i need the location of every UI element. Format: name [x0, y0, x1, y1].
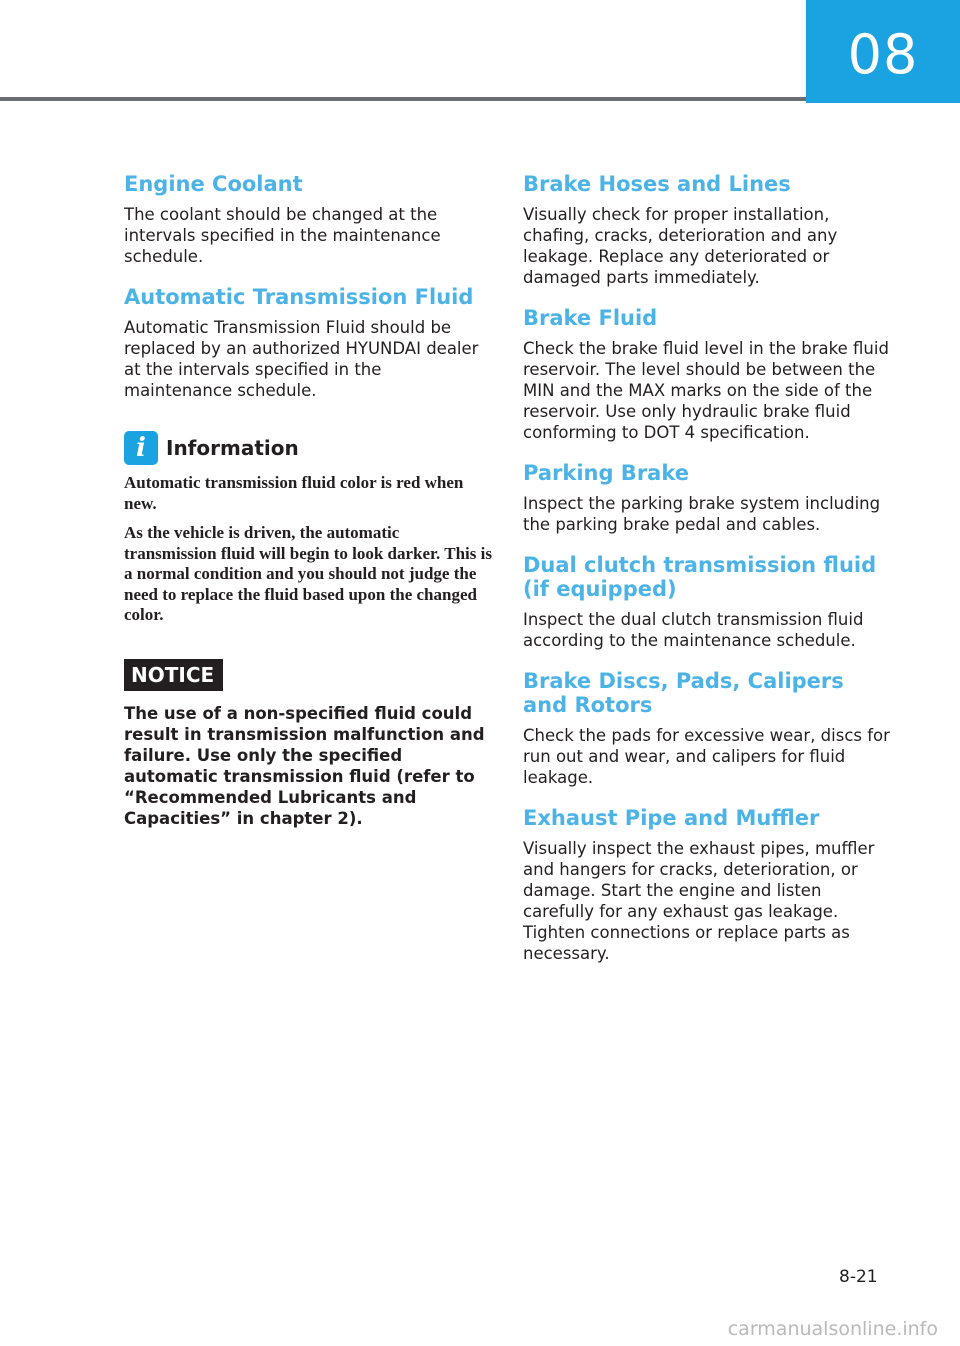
header-rule — [0, 97, 806, 101]
section-text-engine-coolant: The coolant should be changed at the intervals specified in the maintenance schedule. — [124, 205, 441, 266]
section-text-brake-hoses: Visually check for proper installation, chafing, cracks, deterioration and any leakage. Replace any deteriorated or damaged parts immediately. — [523, 205, 838, 287]
right-column — [523, 172, 895, 982]
section-heading-dual-clutch-fluid: Dual clutch transmission fluid (if equipped) — [523, 553, 877, 601]
section-heading-parking-brake: Parking Brake — [523, 461, 689, 485]
notice-text: The use of a non-specified fluid could result in transmission malfunction and failure. Use only the specified automatic transmission fluid (refer to “Recommended Lubricants and Capacities” in chapter 2). — [124, 703, 485, 828]
chapter-number: 08 — [847, 23, 919, 86]
page-number: 8-21 — [839, 1267, 878, 1287]
section-text-dual-clutch-fluid: Inspect the dual clutch transmission fluid according to the maintenance schedule. — [523, 610, 864, 650]
section-text-parking-brake: Inspect the parking brake system including the parking brake pedal and cables. — [523, 494, 881, 534]
section-heading-brake-fluid: Brake Fluid — [523, 306, 658, 330]
notice-badge: NOTICE — [124, 659, 223, 691]
information-paragraph: Automatic transmission fluid color is red when new. — [124, 473, 464, 513]
section-text-automatic-transmission-fluid: Automatic Transmission Fluid should be replaced by an authorized HYUNDAI dealer at the intervals specified in the maintenance schedule. — [124, 318, 479, 400]
watermark: carmanualsonline.info — [727, 1318, 938, 1340]
chapter-tab — [806, 0, 960, 103]
section-heading-exhaust-pipe: Exhaust Pipe and Muffler — [523, 806, 820, 830]
section-heading-brake-discs: Brake Discs, Pads, Calipers and Rotors — [523, 669, 844, 717]
information-paragraph: As the vehicle is driven, the automatic transmission fluid will begin to look darker. This is a normal condition and you should not judge the need to replace the fluid based upon the changed color. — [124, 523, 492, 624]
section-text-brake-discs: Check the pads for excessive wear, discs for run out and wear, and calipers for fluid leakage. — [523, 726, 890, 787]
section-heading-brake-hoses: Brake Hoses and Lines — [523, 172, 791, 196]
left-column — [124, 172, 492, 829]
information-title: Information — [166, 436, 299, 460]
section-text-brake-fluid: Check the brake fluid level in the brake fluid reservoir. The level should be between the MIN and the MAX marks on the side of the reservoir. Use only hydraulic brake fluid conforming to DOT 4 specification. — [523, 339, 889, 442]
section-text-exhaust-pipe: Visually inspect the exhaust pipes, muffler and hangers for cracks, deterioration, or damage. Start the engine and listen carefully for any exhaust gas leakage. Tighten connections or replace parts as necessary. — [523, 839, 875, 963]
section-heading-automatic-transmission-fluid: Automatic Transmission Fluid — [124, 285, 474, 309]
info-icon — [124, 431, 158, 465]
info-icon-glyph: i — [136, 433, 146, 463]
information-header — [124, 431, 492, 465]
section-heading-engine-coolant: Engine Coolant — [124, 172, 303, 196]
